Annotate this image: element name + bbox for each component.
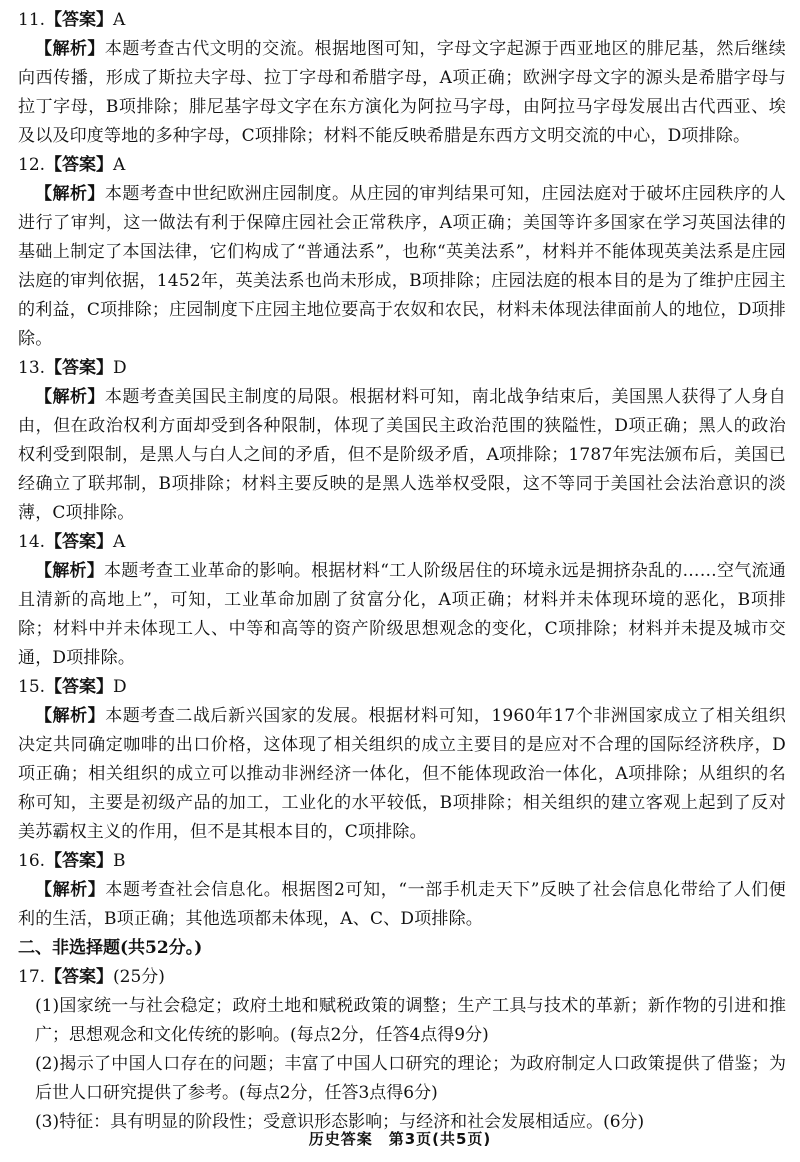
answer-line [18, 673, 786, 702]
question-number: 12. [18, 155, 46, 175]
analysis-text: 本题考查古代文明的交流。根据地图可知，字母文字起源于西亚地区的腓尼基，然后继续向西传播，形成了斯拉夫字母、拉丁字母和希腊字母，A项正确；欧洲字母文字的源头是希腊字母与拉丁字母，B项排除；腓尼基字母文字在东方演化为阿拉马字母，由阿拉马字母发展出古代西亚、埃及以及印度等地的多种字母，C项排除；材料不能反映希腊是东西方文明交流的中心，D项排除。 [18, 39, 786, 146]
answer-choice: A [113, 10, 126, 30]
analysis-paragraph [18, 35, 786, 151]
analysis-text: 本题考查工业革命的影响。根据材料“工人阶级居住的环境永远是拥挤杂乱的……空气流通且清新的高地上”，可知，工业革命加剧了贫富分化，A项正确；材料并未体现环境的恶化，B项排除；材料中并未体现工人、中等和高等的资产阶级思想观念的变化，C项排除；材料并未提及城市交通，D项排除。 [18, 561, 786, 668]
analysis-tag: 【解析】 [35, 706, 106, 726]
analysis-text: 本题考查社会信息化。根据图2可知，“一部手机走天下”反映了社会信息化带给了人们便利的生活，B项正确；其他选项都未体现，A、C、D项排除。 [18, 880, 786, 929]
question-number: 11. [18, 10, 46, 30]
analysis-text: 本题考查中世纪欧洲庄园制度。从庄园的审判结果可知，庄园法庭对于破坏庄园秩序的人进行了审判，这一做法有利于保障庄园社会正常秩序，A项正确；美国等许多国家在学习英国法律的基础上制定了本国法律，它们构成了“普通法系”，也称“英美法系”，材料并不能体现英美法系是庄园法庭的审判依据，1452年，英美法系也尚未形成，B项排除；庄园法庭的根本目的是为了维护庄园主的利益，C项排除；庄园制度下庄园主地位要高于农奴和农民，材料未体现法律面前人的地位，D项排除。 [18, 184, 786, 349]
answer-line [18, 847, 786, 876]
answer-choice: D [113, 677, 127, 697]
answer-tag: 【答案】 [45, 10, 114, 30]
answer-line [18, 963, 786, 992]
page-footer: 历史答案 第3页(共5页) [308, 1130, 492, 1148]
answer-tag: 【答案】 [45, 155, 114, 175]
analysis-tag: 【解析】 [35, 561, 105, 581]
question-15 [18, 673, 786, 847]
analysis-tag: 【解析】 [35, 387, 105, 407]
analysis-paragraph [18, 876, 786, 934]
analysis-text: 本题考查美国民主制度的局限。根据材料可知，南北战争结束后，美国黑人获得了人身自由，但在政治权利方面却受到各种限制，体现了美国民主政治范围的狭隘性，D项正确；黑人的政治权利受到限制，是黑人与白人之间的矛盾，但不是阶级矛盾，A项排除；1787年宪法颁布后，美国已经确立了联邦制，B项排除；材料主要反映的是黑人选举权受限，这不等同于美国社会法治意识的淡薄，C项排除。 [18, 387, 786, 523]
analysis-paragraph [18, 383, 786, 528]
answer-tag: 【答案】 [45, 532, 114, 552]
question-number: 13. [18, 358, 46, 378]
score: (25分) [113, 967, 165, 987]
answer-part-2: (2)揭示了中国人口存在的问题；丰富了中国人口研究的理论；为政府制定人口政策提供了借鉴；为后世人口研究提供了参考。(每点2分，任答3点得6分) [35, 1054, 786, 1103]
analysis-paragraph [18, 180, 786, 354]
analysis-paragraph [18, 702, 786, 847]
question-number: 14. [18, 532, 46, 552]
answer-choice: D [113, 358, 127, 378]
answer-choice: A [113, 532, 126, 552]
answer-content [18, 6, 786, 1137]
analysis-paragraph [18, 557, 786, 673]
question-number: 17. [18, 967, 46, 987]
question-number: 16. [18, 851, 46, 871]
question-13 [18, 354, 786, 528]
answer-line [18, 354, 786, 383]
answer-tag: 【答案】 [45, 967, 114, 987]
analysis-tag: 【解析】 [35, 880, 106, 900]
answer-tag: 【答案】 [45, 851, 114, 871]
question-number: 15. [18, 677, 46, 697]
analysis-text: 本题考查二战后新兴国家的发展。根据材料可知，1960年17个非洲国家成立了相关组织决定共同确定咖啡的出口价格，这体现了相关组织的成立主要目的是应对不合理的国际经济秩序，D项正确；相关组织的成立可以推动非洲经济一体化，但不能体现政治一体化，A项排除；从组织的名称可知，主要是初级产品的加工，工业化的水平较低，B项排除；相关组织的建立客观上起到了反对美苏霸权主义的作用，但不是其根本目的，C项排除。 [18, 706, 786, 842]
question-17 [18, 963, 786, 1137]
question-16 [18, 847, 786, 934]
answer-tag: 【答案】 [45, 677, 114, 697]
answer-line [18, 151, 786, 180]
answer-choice: A [113, 155, 126, 175]
answer-part-1: (1)国家统一与社会稳定；政府土地和赋税政策的调整；生产工具与技术的革新；新作物的引进和推广；思想观念和文化传统的影响。(每点2分，任答4点得9分) [35, 996, 786, 1045]
answer-part-3: (3)特征：具有明显的阶段性；受意识形态影响；与经济和社会发展相适应。(6分) [35, 1112, 645, 1132]
analysis-tag: 【解析】 [35, 184, 105, 204]
section-title: 二、非选择题(共52分。) [18, 938, 203, 958]
question-12 [18, 151, 786, 354]
answer-choice: B [113, 851, 126, 871]
analysis-tag: 【解析】 [35, 39, 105, 59]
question-14 [18, 528, 786, 673]
question-11 [18, 6, 786, 151]
answer-line [18, 528, 786, 557]
answer-tag: 【答案】 [45, 358, 114, 378]
answer-line [18, 6, 786, 35]
